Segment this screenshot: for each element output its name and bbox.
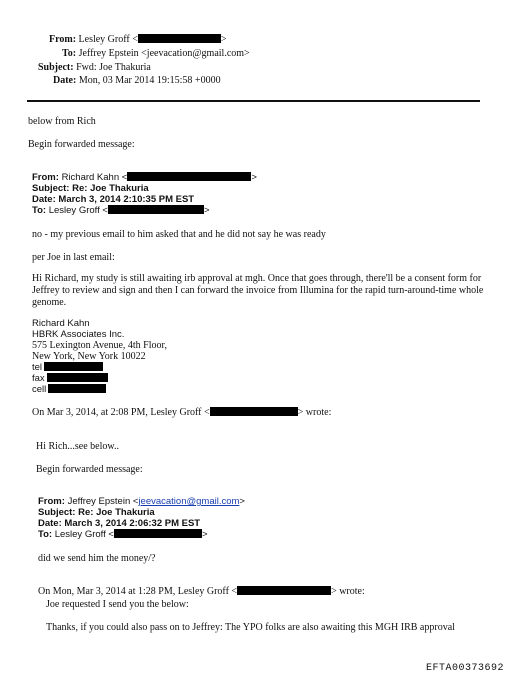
sig-name: Richard Kahn: [32, 318, 90, 329]
from-value: Lesley Groff <: [78, 34, 138, 45]
email-link[interactable]: jeevacation@gmail.com: [138, 496, 240, 507]
fwd2-date-row: Date: March 3, 2014 2:06:32 PM EST: [38, 518, 201, 529]
sig-address2: New York, New York 10022: [32, 351, 146, 362]
to-label: To:: [62, 48, 77, 59]
body-line: Joe requested I send you the below:: [46, 599, 189, 610]
top-subject-row: [38, 62, 151, 74]
quote1-intro: On Mar 3, 2014, at 2:08 PM, Lesley Groff < > wrote:: [32, 407, 332, 418]
date-label: Date:: [53, 75, 77, 86]
redaction-box: [108, 205, 204, 214]
body-line: Begin forwarded message:: [28, 139, 135, 150]
body-line: Begin forwarded message:: [36, 464, 143, 475]
body-line: no - my previous email to him asked that and he did not say he was ready: [32, 229, 326, 240]
from-label: From:: [49, 34, 77, 45]
sig-address1: 575 Lexington Avenue, 4th Floor,: [32, 340, 167, 351]
body-paragraph: Hi Richard, my study is still awaiting irb approval at mgh. Once that goes through, there'll be a consent form for Jeffrey to review and sign and then I can forward the invoice from Illumina for the rapid turn-around-time whole genome.: [32, 273, 484, 308]
redaction-box: [237, 586, 331, 595]
redaction-box: [48, 384, 106, 393]
fwd1-date-row: Date: March 3, 2014 2:10:35 PM EST: [32, 194, 195, 205]
sig-tel: tel: [32, 362, 103, 373]
fwd1-subject-row: Subject: Re: Joe Thakuria: [32, 183, 149, 194]
body-line: did we send him the money/?: [38, 553, 156, 564]
subject-label: Subject:: [38, 62, 74, 73]
top-to-row: [62, 48, 250, 60]
fwd1-to-row: To: Lesley Groff < >: [32, 205, 210, 216]
to-value: Jeffrey Epstein <jeevacation@gmail.com>: [78, 48, 250, 59]
body-line: Hi Rich...see below..: [36, 441, 119, 452]
body-line: Thanks, if you could also pass on to Jeffrey: The YPO folks are also awaiting this MGH IRB approval: [46, 622, 455, 633]
redaction-box: [210, 407, 298, 416]
body-line: per Joe in last email:: [32, 252, 115, 263]
subject-value: Fwd: Joe Thakuria: [76, 62, 151, 73]
sig-fax: fax: [32, 373, 108, 384]
header-divider: [27, 100, 480, 102]
redaction-box: [44, 362, 103, 371]
redaction-box: [127, 172, 251, 181]
fwd2-to-row: To: Lesley Groff < >: [38, 529, 208, 540]
quote2-intro: On Mon, Mar 3, 2014 at 1:28 PM, Lesley Groff < > wrote:: [38, 586, 365, 597]
date-value: Mon, 03 Mar 2014 19:15:58 +0000: [78, 75, 221, 86]
document-id: EFTA00373692: [425, 663, 504, 674]
redaction-box: [47, 373, 108, 382]
fwd1-from-row: From: Richard Kahn < >: [32, 172, 257, 183]
redaction-box: [138, 34, 221, 43]
top-date-row: [53, 75, 221, 87]
fwd2-subject-row: Subject: Re: Joe Thakuria: [38, 507, 155, 518]
body-line: below from Rich: [28, 116, 96, 127]
redaction-box: [114, 529, 202, 538]
top-from-row: From: Lesley Groff < >: [49, 34, 227, 45]
sig-cell: cell: [32, 384, 106, 395]
fwd2-from-row: From: Jeffrey Epstein <jeevacation@gmail.com>: [38, 496, 245, 507]
sig-company: HBRK Associates Inc.: [32, 329, 125, 340]
